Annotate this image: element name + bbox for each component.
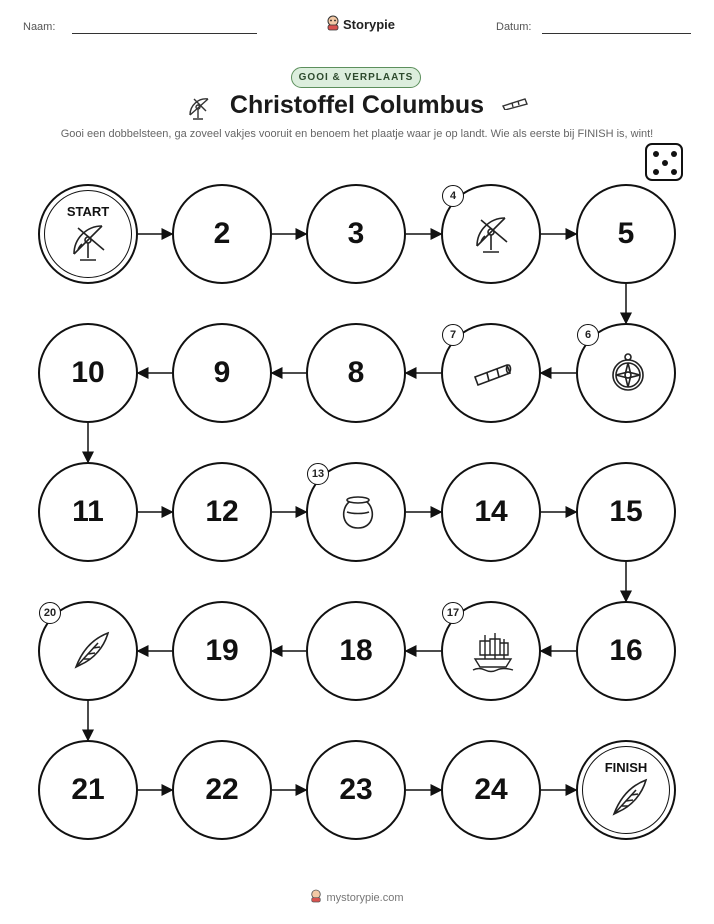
number-cell (441, 462, 541, 562)
cell-number: 19 (205, 634, 239, 667)
cell-number: 18 (339, 634, 373, 667)
pot-icon (336, 490, 380, 539)
quill-icon (606, 776, 650, 825)
number-cell (172, 601, 272, 701)
number-cell (172, 184, 272, 284)
cell-number-badge: 20 (39, 602, 61, 624)
cell-number: 15 (609, 495, 643, 528)
cell-number: 16 (609, 634, 643, 667)
footer-url[interactable]: mystorypie.com (326, 891, 404, 904)
quill-icon (68, 629, 112, 678)
picture-cell (441, 601, 541, 701)
compass-icon (606, 351, 650, 400)
number-cell (576, 601, 676, 701)
picture-cell (38, 601, 138, 701)
brand-name: Storypie (343, 17, 396, 32)
number-cell (172, 740, 272, 840)
cell-number: 2 (213, 217, 231, 250)
cell-number-badge: 7 (442, 324, 464, 346)
cell-number-badge: 13 (307, 463, 329, 485)
cell-number: 3 (347, 217, 365, 250)
picture-cell (306, 462, 406, 562)
picture-cell (441, 184, 541, 284)
number-cell (306, 184, 406, 284)
start-cell (38, 184, 138, 284)
sextant-icon (68, 220, 112, 269)
finish-label: FINISH (604, 760, 648, 775)
number-cell (576, 184, 676, 284)
cell-number: 14 (474, 495, 508, 528)
picture-cell (576, 323, 676, 423)
cell-number: 8 (347, 356, 365, 389)
footer (0, 889, 714, 906)
game-type-badge: GOOI & VERPLAATS (291, 67, 421, 88)
telescope-icon (471, 351, 515, 400)
cell-number-badge: 4 (442, 185, 464, 207)
date-label: Datum: (496, 21, 532, 33)
cell-number: 23 (339, 773, 373, 806)
number-cell (38, 323, 138, 423)
cell-number-badge: 17 (442, 602, 464, 624)
start-label: START (66, 204, 110, 219)
sextant-icon (471, 212, 515, 261)
number-cell (38, 462, 138, 562)
cell-number: 12 (205, 495, 239, 528)
ship-icon (471, 629, 515, 678)
cell-number: 10 (71, 356, 105, 389)
number-cell (306, 323, 406, 423)
name-label: Naam: (23, 21, 56, 33)
cell-number: 5 (617, 217, 635, 250)
number-cell (172, 462, 272, 562)
number-cell (441, 740, 541, 840)
storypie-mascot-icon (310, 889, 322, 906)
number-cell (306, 601, 406, 701)
finish-cell (576, 740, 676, 840)
number-cell (172, 323, 272, 423)
page-title: Christoffel Columbus (229, 91, 485, 119)
cell-number: 21 (71, 773, 105, 806)
cell-number: 9 (213, 356, 231, 389)
cell-number-badge: 6 (577, 324, 599, 346)
number-cell (38, 740, 138, 840)
number-cell (576, 462, 676, 562)
cell-number: 22 (205, 773, 239, 806)
instructions: Gooi een dobbelsteen, ga zoveel vakjes vooruit en benoem het plaatje waar je op landt. Wie als eerste bij FINISH is, wint! (60, 128, 654, 140)
cell-number: 11 (72, 495, 104, 528)
picture-cell (441, 323, 541, 423)
number-cell (306, 740, 406, 840)
cell-number: 24 (474, 773, 508, 806)
